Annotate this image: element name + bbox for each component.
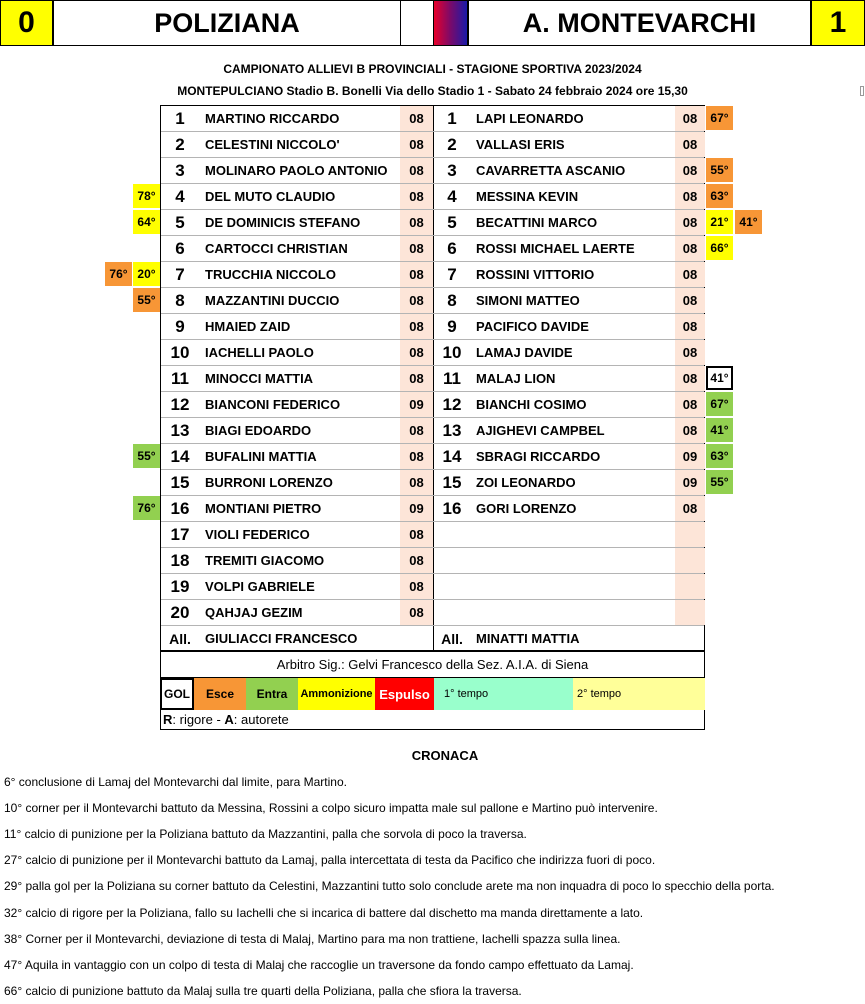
row-separator: [161, 443, 704, 444]
away-player-number: 10: [442, 342, 462, 362]
home-year-cell: 08: [400, 522, 433, 547]
away-player-name: GORI LORENZO: [476, 501, 577, 516]
legend-notes: [160, 710, 705, 730]
row-separator: [161, 287, 704, 288]
legend-gol: GOL: [160, 678, 194, 710]
home-player-name: MOLINARO PAOLO ANTONIO: [205, 163, 388, 178]
home-event-yellow: 20°: [133, 262, 160, 286]
referee-info: Arbitro Sig.: Gelvi Francesco della Sez. A.I.A. di Siena: [160, 651, 705, 678]
row-separator: [161, 365, 704, 366]
home-player-number: 16: [170, 498, 190, 518]
home-year-cell: 08: [400, 132, 433, 157]
home-player-name: VIOLI FEDERICO: [205, 527, 310, 542]
row-separator: [161, 261, 704, 262]
legend-espulso: Espulso: [375, 678, 434, 710]
away-event-green: 67°: [706, 392, 733, 416]
home-player-number: 4: [175, 186, 185, 206]
away-year-cell: 08: [675, 392, 705, 417]
home-player-name: CELESTINI NICCOLO': [205, 137, 340, 152]
home-event-green: 55°: [133, 444, 160, 468]
row-separator: [161, 599, 704, 600]
lineup-divider: [433, 105, 434, 651]
home-player-name: BIAGI EDOARDO: [205, 423, 312, 438]
home-year-cell: 08: [400, 158, 433, 183]
away-event-gol: 41°: [706, 366, 733, 390]
home-player-number: 7: [175, 264, 185, 284]
away-player-number: 11: [443, 368, 461, 388]
away-player-number: 13: [442, 420, 462, 440]
home-year-cell: 08: [400, 262, 433, 287]
championship-title: CAMPIONATO ALLIEVI B PROVINCIALI - STAGIONE SPORTIVA 2023/2024: [223, 62, 642, 76]
away-year-cell: 08: [675, 262, 705, 287]
home-year-cell: 08: [400, 470, 433, 495]
home-player-number: 12: [170, 394, 190, 414]
away-player-name: AJIGHEVI CAMPBEL: [476, 423, 605, 438]
home-player-number: 20: [170, 602, 190, 622]
home-player-name: HMAIED ZAID: [205, 319, 291, 334]
home-player-number: 2: [175, 134, 185, 154]
cronaca-entry: 6° conclusione di Lamaj del Montevarchi dal limite, para Martino.: [4, 775, 347, 789]
home-year-cell: 08: [400, 210, 433, 235]
home-year-cell: 08: [400, 574, 433, 599]
legend-esce: Esce: [194, 678, 246, 710]
cronaca-entry: 27° calcio di punizione per il Montevarchi battuto da Lamaj, palla intercettata di testa da Pacifico che indirizza fuori di poco.: [4, 853, 656, 868]
note-autorete-key: A: [224, 712, 234, 727]
away-year-cell: 08: [675, 106, 705, 131]
away-score: 1: [811, 0, 865, 46]
home-player-name: TRUCCHIA NICCOLO: [205, 267, 336, 282]
home-player-number: 14: [170, 446, 190, 466]
home-player-name: MARTINO RICCARDO: [205, 111, 340, 126]
home-year-cell: 09: [400, 392, 433, 417]
row-separator: [161, 235, 704, 236]
home-player-name: QAHJAJ GEZIM: [205, 605, 303, 620]
away-coach-name: MINATTI MATTIA: [476, 631, 580, 646]
away-event-green: 63°: [706, 444, 733, 468]
away-player-number: 16: [442, 498, 462, 518]
row-separator: [161, 131, 704, 132]
away-event-orange: 63°: [706, 184, 733, 208]
away-event-orange: 67°: [706, 106, 733, 130]
note-rigore-text: : rigore -: [172, 712, 225, 727]
cronaca-entry: 29° palla gol per la Poliziana su corner battuto da Celestini, Mazzantini tutto solo conclude arete ma non inquadra di poco lo specchio della porta.: [4, 879, 775, 894]
home-team-name: POLIZIANA: [53, 0, 401, 46]
away-player-name: ROSSI MICHAEL LAERTE: [476, 241, 635, 256]
home-year-cell: 08: [400, 288, 433, 313]
home-player-number: 15: [170, 472, 190, 492]
home-player-name: IACHELLI PAOLO: [205, 345, 314, 360]
home-player-name: BIANCONI FEDERICO: [205, 397, 341, 412]
away-year-cell: 08: [675, 340, 705, 365]
row-separator: [161, 625, 704, 626]
home-year-cell: 08: [400, 600, 433, 625]
away-year-cell: 08: [675, 132, 705, 157]
legend-ammonizione: Ammonizione: [298, 678, 375, 710]
away-player-number: 14: [442, 446, 462, 466]
home-player-number: 8: [175, 290, 185, 310]
away-player-name: MESSINA KEVIN: [476, 189, 579, 204]
home-player-number: 19: [170, 576, 190, 596]
home-event-orange: 55°: [133, 288, 160, 312]
away-player-name: LAMAJ DAVIDE: [476, 345, 573, 360]
away-player-name: MALAJ LION: [476, 371, 556, 386]
lineup-border: [160, 105, 705, 651]
row-separator: [161, 469, 704, 470]
home-player-number: 5: [175, 212, 185, 232]
home-player-name: BUFALINI MATTIA: [205, 449, 317, 464]
away-event-green: 41°: [706, 418, 733, 442]
row-separator: [161, 157, 704, 158]
away-player-number: 3: [447, 160, 457, 180]
away-event-green: 55°: [706, 470, 733, 494]
row-separator: [161, 521, 704, 522]
away-event-orange: 55°: [706, 158, 733, 182]
away-year-cell: 08: [675, 496, 705, 521]
home-event-orange: 76°: [105, 262, 132, 286]
away-player-number: 1: [447, 108, 457, 128]
cronaca-entry: 10° corner per il Montevarchi battuto da Messina, Rossini a colpo sicuro impatta male sul pallone e Martino può intervenire.: [4, 801, 658, 816]
away-player-name: BECATTINI MARCO: [476, 215, 598, 230]
cronaca-entry: 32° calcio di rigore per la Poliziana, fallo su Iachelli che si incarica di battere dal dischetto ma manda direttamente a lato.: [4, 905, 644, 920]
row-separator: [161, 495, 704, 496]
home-player-name: CARTOCCI CHRISTIAN: [205, 241, 348, 256]
cronaca-entry: 66° calcio di punizione battuto da Malaj sulla tre quarti della Poliziana, palla che sfiora la traversa.: [4, 983, 522, 998]
away-year-cell: 08: [675, 236, 705, 261]
home-player-number: 18: [170, 550, 190, 570]
home-year-cell: 08: [400, 236, 433, 261]
home-year-cell: 09: [400, 496, 433, 521]
cronaca-entry: 47° Aquila in vantaggio con un colpo di testa di Malaj che raccoglie un traversone da fondo campo effettuato da Lamaj.: [4, 957, 634, 972]
home-player-name: DE DOMINICIS STEFANO: [205, 215, 361, 230]
away-player-number: 5: [447, 212, 457, 232]
row-separator: [161, 183, 704, 184]
home-player-number: 9: [175, 316, 185, 336]
cronaca-entry: 38° Corner per il Montevarchi, deviazione di testa di Malaj, Martino para ma non trattiene, Iachelli spazza sulla linea.: [4, 931, 621, 946]
away-player-number: 4: [447, 186, 457, 206]
away-year-cell: 09: [675, 470, 705, 495]
row-separator: [161, 209, 704, 210]
away-player-name: BIANCHI COSIMO: [476, 397, 587, 412]
away-player-name: ZOI LEONARDO: [476, 475, 576, 490]
home-player-number: 6: [175, 238, 185, 258]
home-player-number: 10: [170, 342, 190, 362]
row-separator: [161, 313, 704, 314]
away-event-orange: 41°: [735, 210, 762, 234]
away-player-name: SIMONI MATTEO: [476, 293, 580, 308]
away-year-cell: [675, 548, 705, 573]
header-spacer: [401, 0, 433, 46]
away-coach-label: All.: [441, 630, 463, 647]
legend-secondo-tempo: 2° tempo: [573, 678, 705, 710]
home-coach-label: All.: [169, 630, 191, 647]
home-player-number: 3: [175, 160, 185, 180]
home-score: 0: [0, 0, 53, 46]
away-player-number: 8: [447, 290, 457, 310]
row-separator: [161, 417, 704, 418]
row-separator: [161, 339, 704, 340]
away-player-number: 9: [447, 316, 457, 336]
row-separator: [161, 391, 704, 392]
scroll-indicator: [860, 86, 864, 96]
away-year-cell: 08: [675, 288, 705, 313]
away-year-cell: 08: [675, 210, 705, 235]
match-venue-date: MONTEPULCIANO Stadio B. Bonelli Via dello Stadio 1 - Sabato 24 febbraio 2024 ore 15,30: [177, 84, 688, 98]
away-player-name: SBRAGI RICCARDO: [476, 449, 601, 464]
note-autorete-text: : autorete: [233, 712, 289, 727]
note-rigore-key: R: [163, 712, 173, 727]
away-player-name: LAPI LEONARDO: [476, 111, 584, 126]
away-team-name: A. MONTEVARCHI: [468, 0, 811, 46]
home-year-cell: 08: [400, 548, 433, 573]
away-player-name: CAVARRETTA ASCANIO: [476, 163, 626, 178]
team-colors-flag: [433, 0, 468, 46]
away-year-cell: [675, 600, 705, 625]
home-year-cell: 08: [400, 340, 433, 365]
away-year-cell: [675, 574, 705, 599]
away-year-cell: 08: [675, 184, 705, 209]
home-player-name: TREMITI GIACOMO: [205, 553, 325, 568]
away-year-cell: 08: [675, 158, 705, 183]
home-year-cell: 08: [400, 184, 433, 209]
home-player-name: VOLPI GABRIELE: [205, 579, 315, 594]
away-player-number: 2: [447, 134, 457, 154]
away-player-number: 15: [442, 472, 462, 492]
away-year-cell: 09: [675, 444, 705, 469]
home-player-name: MINOCCI MATTIA: [205, 371, 314, 386]
home-player-number: 17: [170, 524, 190, 544]
home-year-cell: 08: [400, 106, 433, 131]
cronaca-title: CRONACA: [411, 748, 479, 763]
home-player-name: DEL MUTO CLAUDIO: [205, 189, 336, 204]
away-event-yellow: 66°: [706, 236, 733, 260]
home-event-yellow: 78°: [133, 184, 160, 208]
away-player-name: PACIFICO DAVIDE: [476, 319, 589, 334]
home-player-name: MAZZANTINI DUCCIO: [205, 293, 340, 308]
row-separator: [161, 547, 704, 548]
away-year-cell: 08: [675, 314, 705, 339]
away-player-name: ROSSINI VITTORIO: [476, 267, 595, 282]
legend-entra: Entra: [246, 678, 298, 710]
row-separator: [161, 573, 704, 574]
home-event-green: 76°: [133, 496, 160, 520]
home-coach-name: GIULIACCI FRANCESCO: [205, 631, 358, 646]
home-player-number: 13: [170, 420, 190, 440]
away-player-number: 12: [442, 394, 462, 414]
away-player-number: 7: [447, 264, 457, 284]
cronaca-entry: 11° calcio di punizione per la Poliziana battuto da Mazzantini, palla che sorvola di poco la traversa.: [4, 827, 527, 842]
away-player-name: VALLASI ERIS: [476, 137, 565, 152]
away-event-yellow: 21°: [706, 210, 733, 234]
away-year-cell: 08: [675, 366, 705, 391]
home-event-yellow: 64°: [133, 210, 160, 234]
away-year-cell: [675, 522, 705, 547]
away-year-cell: 08: [675, 418, 705, 443]
home-player-name: MONTIANI PIETRO: [205, 501, 322, 516]
home-year-cell: 08: [400, 314, 433, 339]
home-player-name: BURRONI LORENZO: [205, 475, 333, 490]
home-year-cell: 08: [400, 444, 433, 469]
home-player-number: 1: [175, 108, 185, 128]
away-player-number: 6: [447, 238, 457, 258]
home-player-number: 11: [171, 368, 189, 388]
home-year-cell: 08: [400, 418, 433, 443]
legend-primo-tempo: 1° tempo: [434, 678, 573, 710]
home-year-cell: 08: [400, 366, 433, 391]
